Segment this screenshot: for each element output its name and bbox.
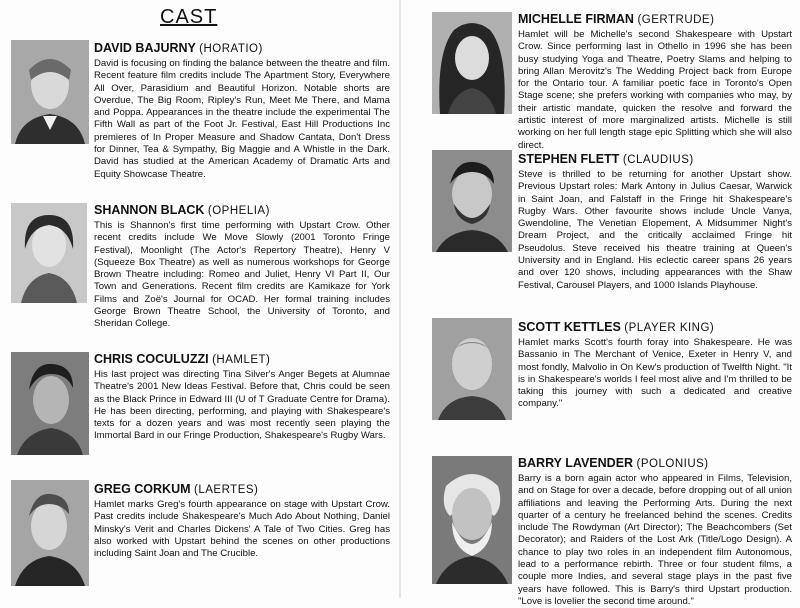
cast-entry-corkum (94, 482, 390, 560)
actor-name: SHANNON BLACK (94, 203, 205, 217)
headshot-corkum (11, 480, 89, 586)
right-page (400, 0, 800, 607)
actor-name: GREG CORKUM (94, 482, 191, 496)
cast-entry-bajurny (94, 41, 390, 181)
actor-bio: Steve is thrilled to be returning for another Upstart show. Previous Upstart roles: Mark Antony in Julius Caesar, Warwick in Saint Joan, and Falstaff in the Fringe hit Shakespeare's Rugby Wars. Other favourite shows include Uncle Vanya, Gwendoline, The Venetian Elopement, A Midsummer Night's Dream Project, and the critically acclaimed Fringe hit Pseudolus. Steve received his theatre training at Queen's University and in England. His eclectic career spans 26 years and over 120 shows, including appearances with the Shaw Festival, Carousel Players, and 1000 Islands Playhouse. (518, 169, 792, 291)
character-role: (LAERTES) (194, 484, 259, 496)
character-role: (POLONIUS) (636, 458, 709, 470)
actor-bio: Hamlet will be Michelle's second Shakespeare with Upstart Crow. Since performing last in Othello in 1996 she has been busy studying Yoga and Theatre, Poetry Slams and helping to bring Allan Merovitz's The Wedding Project back from Europe for the Ontario tour. A familiar poetic face in Toronto's Open Stage scene; she prefers working with companies who may, by their artistic mandate, quicken the resolve and forward the artistic interest of more marginalized artists. Michelle is still working on her full length stage epic Splitting which she will also direct. (518, 29, 792, 151)
cast-entry-black (94, 203, 390, 331)
cast-entry-firman (518, 12, 792, 152)
headshot-lavender (432, 456, 512, 584)
cast-entry-coculuzzi (94, 352, 390, 443)
cast-entry-lavender (518, 456, 792, 608)
character-role: (OPHELIA) (207, 205, 270, 217)
character-role: (HORATIO) (199, 43, 263, 55)
left-page (0, 0, 400, 598)
cast-entry-kettles (518, 320, 792, 411)
headshot-kettles (432, 318, 512, 420)
actor-name: STEPHEN FLETT (518, 152, 620, 166)
actor-name: BARRY LAVENDER (518, 456, 634, 470)
actor-bio: This is Shannon's first time performing with Upstart Crow. Other recent credits include We Move Slowly (2001 Toronto Fringe Festival), Moonlight (The Actor's Repertory Theatre), Henry V (Squeeze Box Theatre) as well as numerous workshops for George Brown Theatre including: Romeo and Juliet, Henry VI Part II, Our Town and Generations. Recent film credits are Kamikaze for York Films and Zoë's Journal for OCAD. Her formal training includes George Brown Theatre School, the University of Toronto, and Sheridan College. (94, 220, 390, 330)
actor-name: DAVID BAJURNY (94, 41, 196, 55)
headshot-firman (432, 12, 512, 114)
headshot-coculuzzi (11, 352, 89, 455)
actor-bio: Hamlet marks Greg's fourth appearance on stage with Upstart Crow. Past credits include Shakespeare's Much Ado About Nothing, Daniel Minsky's Verit and Charles Dickens' A Tale of Two Cities. Greg has also worked with Upstart behind the scenes on other productions including Saint Joan and The Crucible. (94, 499, 390, 560)
character-role: (CLAUDIUS) (622, 154, 694, 166)
headshot-black (11, 203, 87, 303)
actor-bio: His last project was directing Tina Silver's Anger Begets at Alumnae Theatre's 2001 New Ideas Festival. Before that, Chris could be seen as the Black Prince in Edward III (U of T Graduate Centre for Drama). He has been directing, performing, and playing with Shakespeare's texts for a dozen years and was most recently seen playing the Immortal Bard in our Fringe Production, Shakespeare's Rugby Wars. (94, 369, 390, 442)
actor-name: CHRIS COCULUZZI (94, 352, 209, 366)
actor-bio: Barry is a born again actor who appeared in Films, Television, and on Stage for over a decade, before dropping out of all union affiliations and leaving the Performing Arts. During the next quarter of a century he freelanced behind the scenes. Credits include The Rowdyman (Art Director); The Beachcombers (Set Decorator); and Raiders of the Lost Ark (Title/Logo Design). A chance to play two roles in an independent film Autonomous, lead to a performance rebirth. Three or four student films, a couple more Indies, and several stage plays in the past five years have followed. This is Barry's third Upstart production. "Love is lovelier the second time around." (518, 473, 792, 607)
headshot-flett (432, 150, 512, 252)
actor-name: MICHELLE FIRMAN (518, 12, 634, 26)
actor-bio: David is focusing on finding the balance between the theatre and film. Recent feature film credits include The Apartment Story, Everywhere All Over, Parasidium and Beautiful Horizon. Notable shorts are Overdue, The Big Room, Ripley's Run, Meet Me There, and Mama and Poppa. Appearances in the theatre include the experimental The Fifth Wall as part of the Foot Jr. Festival, East Hill Productions Inc premieres of In Proper Measure and Shadow Cantata, Don't Dress for Dinner, Tea & Sympathy, Big Maggie and A Whistle in the Dark. David has studied at the American Academy of Dramatic Arts and Equity Showcase Theatre. (94, 58, 390, 180)
character-role: (HAMLET) (212, 354, 271, 366)
actor-bio: Hamlet marks Scott's fourth foray into Shakespeare. He was Bassanio in The Merchant of Venice, Exeter in Henry V, and most fondly, Malvolio in On Kew's production of Twelfth Night. "It is in Shakespeare's worlds I feel most alive and I'm thrilled to be taking this journey with such a dedicated and creative company." (518, 337, 792, 410)
actor-name: SCOTT KETTLES (518, 320, 621, 334)
cast-entry-flett (518, 152, 792, 292)
character-role: (GERTRUDE) (637, 14, 715, 26)
character-role: (PLAYER KING) (624, 322, 715, 334)
headshot-bajurny (11, 40, 89, 144)
cast-heading: CAST (160, 6, 218, 28)
